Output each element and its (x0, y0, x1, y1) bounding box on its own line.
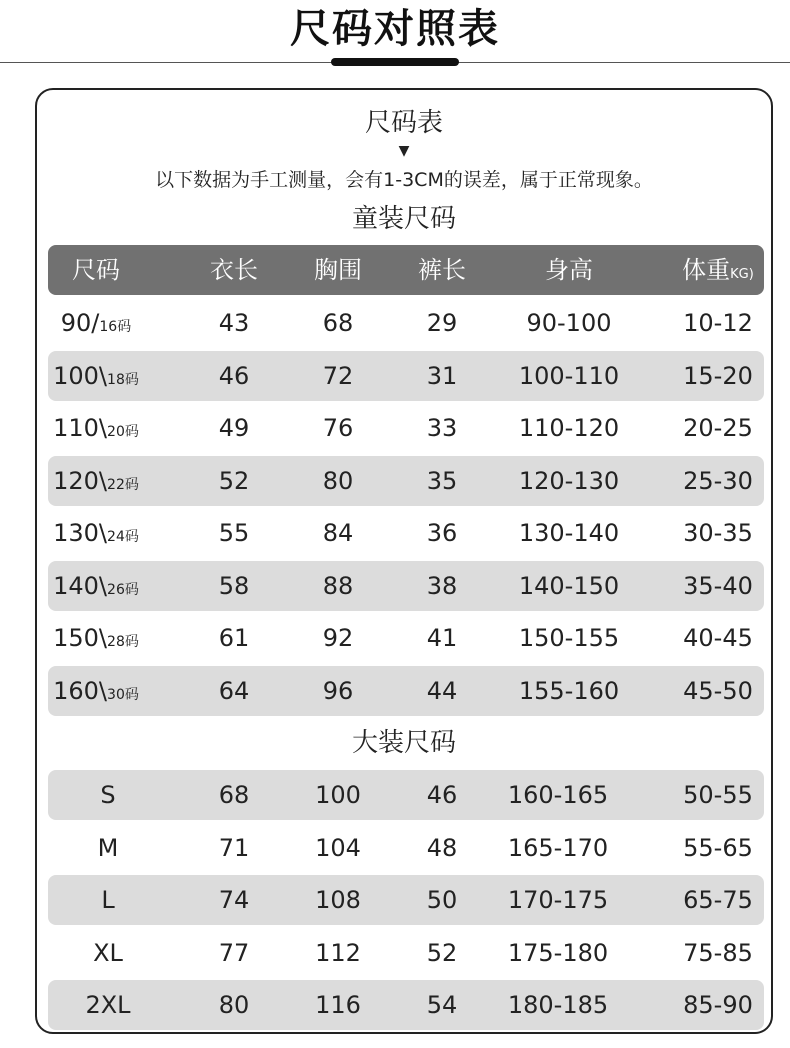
length-cell: 80 (218, 991, 250, 1019)
height-cell: 150-155 (518, 624, 620, 652)
weight-cell: 50-55 (683, 781, 753, 809)
height-cell: 120-130 (518, 466, 620, 495)
size-cell (58, 875, 158, 925)
size-cell (48, 666, 144, 716)
height-cell: 100-110 (518, 361, 620, 390)
header-weight (658, 245, 778, 295)
height-cell: 110-120 (518, 414, 620, 442)
length-cell: 46 (218, 361, 250, 390)
chest-cell: 108 (315, 886, 361, 914)
chest-cell: 72 (322, 361, 354, 390)
weight-cell: 45-50 (683, 676, 753, 705)
table-row (48, 403, 764, 453)
size-value: 130\ (53, 519, 108, 547)
weight-cell: 35-40 (683, 571, 753, 600)
pants-cell: 54 (426, 991, 458, 1019)
size-value: 120\ (53, 466, 108, 495)
chest-cell: 80 (322, 466, 354, 495)
weight-cell: 25-30 (683, 466, 753, 495)
page-title: 尺码对照表 (290, 6, 500, 52)
size-value: S (100, 781, 116, 809)
weight-cell: 55-65 (683, 833, 753, 862)
pants-cell: 52 (426, 938, 458, 967)
chest-cell: 100 (315, 781, 361, 809)
size-code: 30码 (107, 686, 139, 703)
size-value: 100\ (53, 361, 108, 390)
chest-cell: 96 (322, 676, 354, 705)
size-value: L (101, 886, 115, 914)
length-cell: 55 (218, 519, 250, 547)
table-row (48, 875, 764, 925)
title-accent-bar (331, 58, 459, 66)
length-cell: 61 (218, 624, 250, 652)
weight-cell: 75-85 (683, 938, 753, 967)
chest-cell: 116 (315, 991, 361, 1019)
size-cell (48, 456, 144, 506)
size-value: 2XL (85, 991, 131, 1019)
size-code: 20码 (107, 424, 139, 440)
size-cell (58, 770, 158, 820)
header-size: 尺码 (72, 256, 120, 284)
pants-cell: 38 (426, 571, 458, 600)
length-cell: 74 (218, 886, 250, 914)
length-cell: 49 (218, 414, 250, 442)
size-value: M (97, 833, 119, 862)
pants-cell: 29 (426, 309, 458, 337)
table-row (48, 351, 764, 401)
size-chart-card (35, 88, 773, 1034)
pants-cell: 35 (426, 466, 458, 495)
chart-heading: 尺码表 (364, 108, 443, 138)
table-row (48, 613, 764, 663)
height-cell: 130-140 (518, 519, 620, 547)
chest-cell: 68 (322, 309, 354, 337)
adult-section-heading: 大装尺码 (351, 728, 456, 758)
size-cell (58, 980, 158, 1030)
height-cell: 175-180 (507, 938, 609, 967)
table-row (48, 823, 764, 873)
size-code: 24码 (107, 529, 139, 545)
height-cell: 165-170 (507, 833, 609, 862)
measurement-note: 以下数据为手工测量，会有1-3CM的误差，属于正常现象。 (155, 169, 653, 191)
size-code: 18码 (107, 371, 139, 388)
length-cell: 71 (218, 833, 250, 862)
length-cell: 77 (218, 938, 250, 967)
height-cell: 180-185 (507, 991, 609, 1019)
chest-cell: 76 (322, 414, 354, 442)
weight-cell: 85-90 (683, 991, 753, 1019)
size-value: 150\ (53, 624, 108, 652)
size-cell (58, 823, 158, 873)
table-row (48, 928, 764, 978)
size-cell (58, 928, 158, 978)
size-value: 160\ (53, 676, 108, 705)
size-cell (48, 351, 144, 401)
size-code: 16码 (99, 319, 132, 335)
size-cell (48, 298, 144, 348)
table-row (48, 508, 764, 558)
height-cell: 90-100 (526, 309, 612, 337)
header-pants: 裤长 (418, 256, 466, 284)
weight-cell: 40-45 (683, 624, 753, 652)
pants-cell: 31 (426, 361, 458, 390)
height-cell: 140-150 (518, 571, 620, 600)
header-weight-label: 体重 (682, 256, 731, 284)
size-code: 26码 (107, 581, 139, 598)
size-code: 22码 (107, 476, 139, 493)
table-header (48, 245, 764, 295)
height-cell: 160-165 (507, 781, 609, 809)
pants-cell: 36 (426, 519, 458, 547)
weight-cell: 15-20 (683, 361, 753, 390)
size-code: 28码 (107, 634, 139, 650)
size-value: XL (93, 938, 123, 967)
size-value: 90/ (60, 309, 100, 337)
table-row (48, 980, 764, 1030)
pants-cell: 46 (426, 781, 458, 809)
size-cell (48, 403, 144, 453)
table-row (48, 770, 764, 820)
pants-cell: 44 (426, 676, 458, 705)
down-arrow-icon: ▼ (398, 143, 410, 159)
chest-cell: 84 (322, 519, 354, 547)
length-cell: 68 (218, 781, 250, 809)
weight-cell: 65-75 (683, 886, 753, 914)
length-cell: 58 (218, 571, 250, 600)
size-cell (48, 561, 144, 611)
size-value: 140\ (53, 571, 108, 600)
header-chest: 胸围 (314, 256, 362, 284)
kids-section-heading: 童装尺码 (351, 204, 456, 234)
table-row (48, 456, 764, 506)
chest-cell: 88 (322, 571, 354, 600)
weight-cell: 20-25 (683, 414, 753, 442)
size-value: 110\ (53, 414, 108, 442)
weight-cell: 10-12 (683, 309, 753, 337)
size-cell (48, 613, 144, 663)
weight-cell: 30-35 (683, 519, 753, 547)
header-height: 身高 (545, 256, 593, 284)
chest-cell: 92 (322, 624, 354, 652)
table-row (48, 298, 764, 348)
header-length: 衣长 (210, 256, 258, 284)
height-cell: 155-160 (518, 676, 620, 705)
pants-cell: 33 (426, 414, 458, 442)
chest-cell: 104 (315, 833, 361, 862)
pants-cell: 50 (426, 886, 458, 914)
pants-cell: 41 (426, 624, 458, 652)
header-weight-unit: KG) (730, 267, 754, 282)
chest-cell: 112 (315, 938, 361, 967)
table-row (48, 561, 764, 611)
table-row (48, 666, 764, 716)
length-cell: 52 (218, 466, 250, 495)
length-cell: 64 (218, 676, 250, 705)
height-cell: 170-175 (507, 886, 609, 914)
size-cell (48, 508, 144, 558)
length-cell: 43 (218, 309, 250, 337)
pants-cell: 48 (426, 833, 458, 862)
